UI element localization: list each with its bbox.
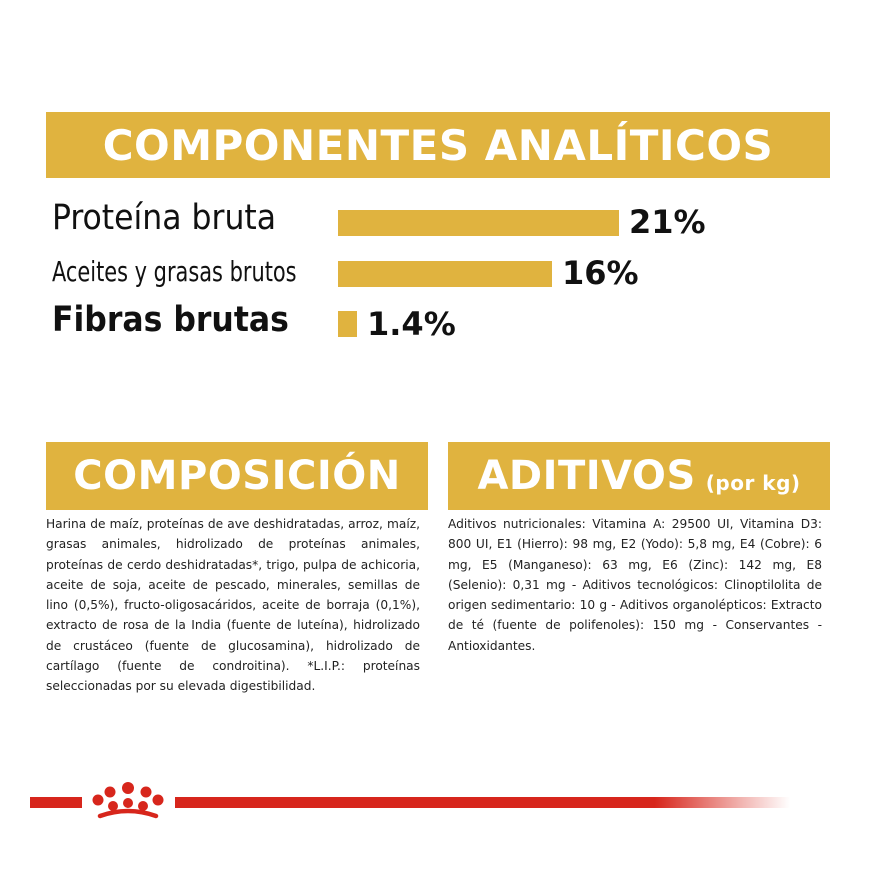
- analytic-value-bar: [338, 210, 619, 236]
- composition-text: Harina de maíz, proteínas de ave deshidratadas, arroz, maíz, grasas animales, hidrolizado de proteínas animales, proteínas de cerdo deshidratadas*, trigo, pulpa de achicoria, aceite de soja, aceite de pescado, minerales, semillas de lino (0,5%), fructo-oligosacáridos, aceite de borraja (0,1%), extracto de rosa de la India (fuente de luteína), hidrolizado de crustáceo (fuente de glucosamina), hidrolizado de cartílago (fuente de condroitina). *L.I.P.: proteínas seleccionadas por su elevada digestibilidad.: [46, 517, 420, 694]
- brand-line-right: [175, 797, 790, 808]
- analytic-row-label: Aceites y grasas brutos: [52, 255, 297, 288]
- analytic-value-bar: [338, 261, 552, 287]
- additives-banner: [448, 442, 830, 510]
- brand-line-left: [30, 797, 82, 808]
- analytic-components-title: COMPONENTES ANALÍTICOS: [102, 120, 774, 170]
- additives-title: ADITIVOS: [477, 453, 696, 499]
- analytic-value-bar: [338, 311, 357, 337]
- analytic-value-text: 16%: [562, 254, 639, 292]
- additives-text: Aditivos nutricionales: Vitamina A: 29500 UI, Vitamina D3: 800 UI, E1 (Hierro): 98 mg, E2 (Yodo): 5,8 mg, E4 (Cobre): 6 mg, E5 (Manganeso): 63 mg, E6 (Zinc): 142 mg, E8 (Selenio): 0,31 mg - Aditivos tecnológicos: Clinoptilolita de origen sedimentario: 10 g - Aditivos organolépticos: Extracto de té (fuente de polifenoles): 150 mg - Conservantes - Antioxidantes.: [448, 517, 822, 653]
- royal-canin-crown-icon: [88, 778, 168, 824]
- analytic-row-label: Proteína bruta: [52, 198, 277, 238]
- additives-subtitle: (por kg): [705, 471, 801, 495]
- analytic-value-text: 1.4%: [367, 305, 456, 343]
- analytic-components-banner: [46, 112, 830, 178]
- analytic-row-label: Fibras brutas: [52, 300, 289, 340]
- composition-banner: [46, 442, 428, 510]
- composition-title: COMPOSICIÓN: [73, 453, 401, 499]
- analytic-value-text: 21%: [629, 203, 706, 241]
